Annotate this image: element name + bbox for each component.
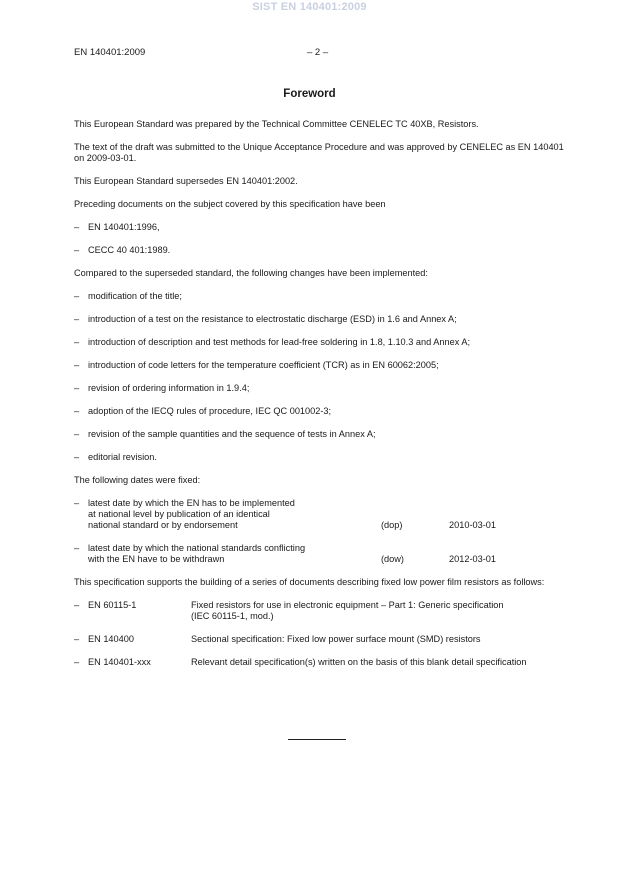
dash-bullet: – (74, 634, 80, 644)
dash-bullet: – (74, 337, 80, 347)
date-code: (dow) (381, 554, 404, 564)
spec-number: EN 60115-1 (88, 600, 137, 610)
list-item: – adoption of the IECQ rules of procedure, IEC QC 001002-3; (74, 406, 332, 416)
changes-list (74, 291, 564, 463)
list-item: – introduction of description and test methods for lead-free soldering in 1.8, 1.10.3 and Annex A; (74, 337, 471, 347)
list-item: – revision of the sample quantities and the sequence of tests in Annex A; (74, 429, 376, 439)
list-item: – revision of ordering information in 1.9.4; (74, 383, 250, 393)
page-number: – 2 – (307, 47, 329, 58)
dash-bullet: – (74, 406, 80, 416)
date-code: (dop) (381, 520, 403, 530)
spec-row (74, 600, 564, 622)
dash-bullet: – (74, 383, 80, 393)
dates-list (74, 498, 564, 565)
date-value: 2012-03-01 (449, 554, 496, 564)
date-row-dow (74, 543, 564, 565)
dash-bullet: – (74, 600, 80, 610)
dash-bullet: – (74, 222, 80, 232)
paragraph-preceding-docs: Preceding documents on the subject covered by this specification have been (74, 199, 386, 209)
spec-number: EN 140400 (88, 634, 134, 644)
dash-bullet: – (74, 543, 80, 553)
end-rule (288, 739, 346, 740)
paragraph-dates: The following dates were fixed: (74, 475, 201, 485)
preceding-docs-list (74, 222, 564, 256)
spec-text: Relevant detail specification(s) written on the basis of this blank detail specification (191, 657, 527, 667)
list-item: – EN 140401:1996, (74, 222, 160, 232)
document-id: EN 140401:2009 (74, 47, 146, 58)
watermark: SIST EN 140401:2009 (252, 1, 367, 13)
paragraph-series: This specification supports the building of a series of documents describing fixed low power film resistors as follows: (74, 577, 545, 587)
date-row-dop (74, 498, 564, 531)
date-description: latest date by which the EN has to be implemented at national level by publication of an identical national standard or by endorsement (88, 498, 295, 530)
spec-text: Sectional specification: Fixed low power surface mount (SMD) resistors (191, 634, 481, 644)
spec-row (74, 657, 564, 668)
paragraph-supersedes: This European Standard supersedes EN 140401:2002. (74, 176, 298, 186)
spec-row (74, 634, 564, 645)
list-item: – introduction of a test on the resistance to electrostatic discharge (ESD) in 1.6 and Annex A; (74, 314, 457, 324)
paragraph-prepared-by: This European Standard was prepared by the Technical Committee CENELEC TC 40XB, Resistors. (74, 119, 479, 129)
page-title: Foreword (283, 88, 336, 100)
date-value: 2010-03-01 (449, 520, 496, 530)
spec-number: EN 140401-xxx (88, 657, 151, 667)
spec-text: Fixed resistors for use in electronic equipment – Part 1: Generic specification (IEC 60115-1, mod.) (191, 600, 504, 621)
list-item: – introduction of code letters for the temperature coefficient (TCR) as in EN 60062:2005; (74, 360, 439, 370)
dash-bullet: – (74, 498, 80, 508)
foreword-body (74, 119, 564, 680)
date-description: latest date by which the national standards conflicting with the EN have to be withdrawn (88, 543, 306, 564)
dash-bullet: – (74, 245, 80, 255)
dash-bullet: – (74, 657, 80, 667)
dash-bullet: – (74, 452, 80, 462)
paragraph-changes: Compared to the superseded standard, the following changes have been implemented: (74, 268, 428, 278)
dash-bullet: – (74, 314, 80, 324)
dash-bullet: – (74, 291, 80, 301)
list-item: – editorial revision. (74, 452, 157, 462)
spec-list (74, 600, 564, 668)
list-item: – CECC 40 401:1989. (74, 245, 171, 255)
dash-bullet: – (74, 360, 80, 370)
list-item: – modification of the title; (74, 291, 182, 301)
dash-bullet: – (74, 429, 80, 439)
paragraph-approval: The text of the draft was submitted to the Unique Acceptance Procedure and was approved by CENELEC as EN 140401 on 2009-03-01. (74, 142, 564, 163)
